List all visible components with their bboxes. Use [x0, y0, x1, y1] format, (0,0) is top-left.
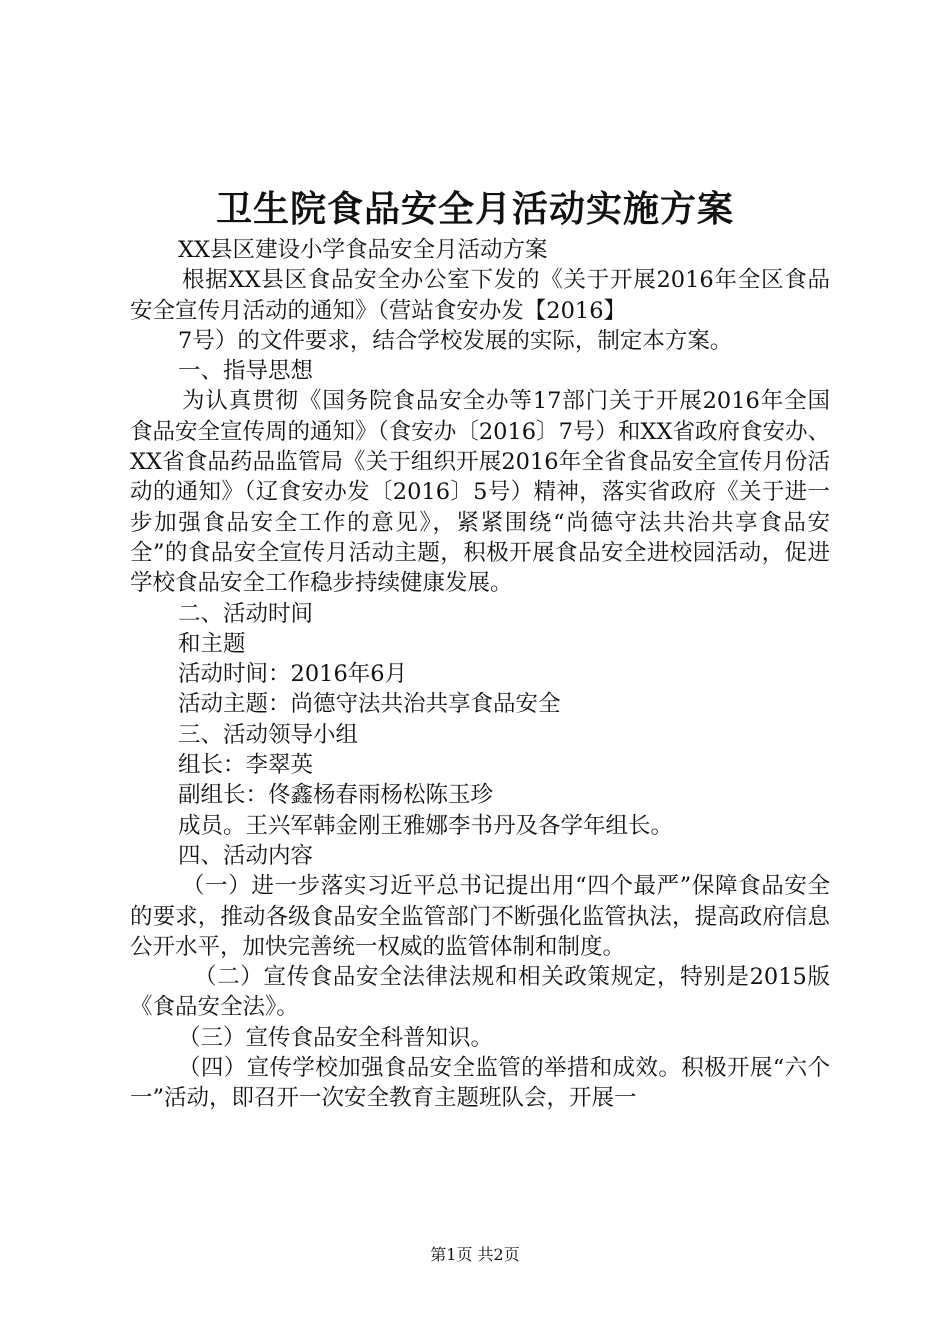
content-item-2: （二）宣传食品安全法律法规和相关政策规定，特别是2015版《食品安全法》。 [130, 964, 830, 1021]
section-heading-theme: 和主题 [178, 630, 246, 657]
subtitle-paragraph: XX县区建设小学食品安全月活动方案 [178, 237, 548, 263]
content-item-3: （三）宣传食品安全科普知识。 [178, 1024, 494, 1051]
intro-paragraph: 根据XX县区食品安全办公室下发的《关于开展2016年全区食品安全宣传月活动的通知》（营站食安办发【2016】 [130, 267, 830, 324]
page-number-footer: 第1页 共2页 [430, 1245, 520, 1264]
document-body [130, 235, 830, 1114]
section-heading-activity-content: 四、活动内容 [178, 842, 314, 869]
section-heading-leadership: 三、活动领导小组 [178, 721, 359, 748]
activity-theme-line: 活动主题：尚德守法共治共享食品安全 [178, 691, 561, 718]
deputy-leaders-line: 副组长：佟鑫杨春雨杨松陈玉珍 [178, 782, 494, 809]
group-leader-line: 组长：李翠英 [178, 752, 314, 779]
section-heading-guiding-thought: 一、指导思想 [178, 358, 314, 385]
document-title: 卫生院食品安全月活动实施方案 [215, 188, 734, 230]
intro-continuation: 7号）的文件要求，结合学校发展的实际，制定本方案。 [178, 327, 733, 354]
content-item-4: （四）宣传学校加强食品安全监管的举措和成效。积极开展“六个一”活动，即召开一次安全教育主题班队会，开展一 [130, 1055, 830, 1112]
members-line: 成员。王兴军韩金刚王雅娜李书丹及各学年组长。 [178, 812, 674, 839]
activity-time-line: 活动时间：2016年6月 [178, 661, 408, 688]
guiding-thought-paragraph: 为认真贯彻《国务院食品安全办等17部门关于开展2016年全国食品安全宣传周的通知》（食安办〔2016〕7号）和XX省政府食安办、XX省食品药品监管局《关于组织开展2016年全省食品安全宣传月份活动的通知》（辽食安办发〔2016〕5号）精神，落实省政府《关于进一步加强食品安全工作的意见》，紧紧围绕“尚德守法共治共享食品安全”的食品安全宣传月活动主题，积极开展食品安全进校园活动，促进学校食品安全工作稳步持续健康发展。 [130, 388, 830, 597]
section-heading-activity-time: 二、活动时间 [178, 600, 314, 627]
content-item-1: （一）进一步落实习近平总书记提出用“四个最严”保障食品安全的要求，推动各级食品安全监管部门不断强化监管执法，提高政府信息公开水平，加快完善统一权威的监管体制和制度。 [130, 873, 830, 960]
